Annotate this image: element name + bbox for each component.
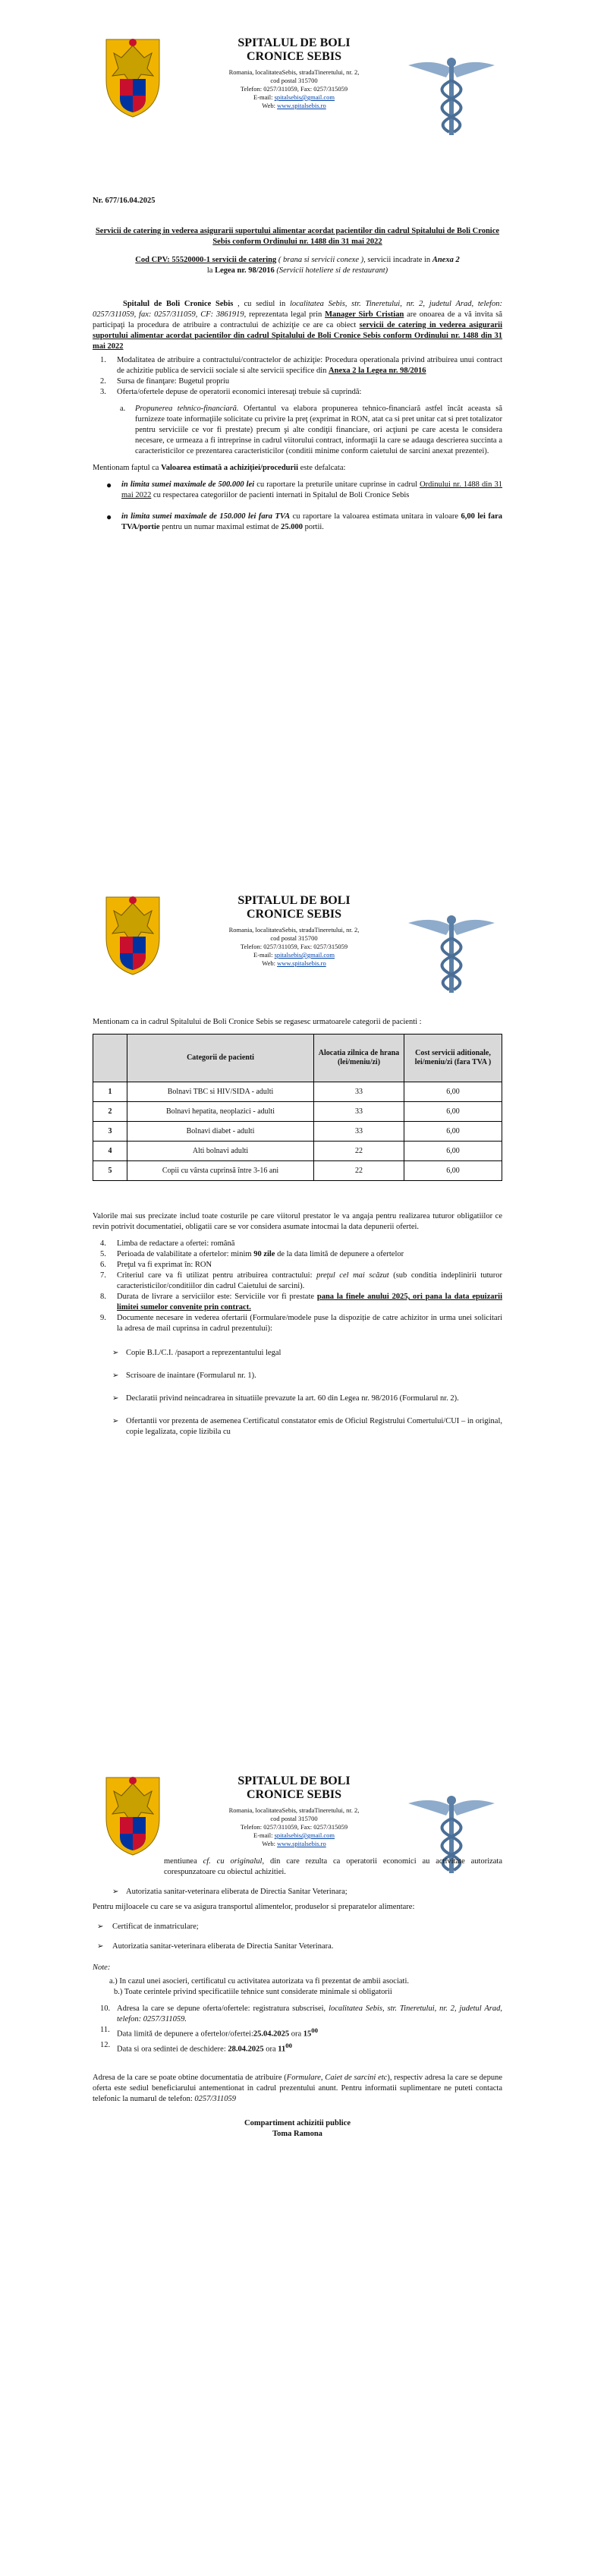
list-item-8: 8. Durata de livrare a serviciilor este: Serviciile vor fi prestate pana la finele anului 2025, ori pana la data epuizarii limitei sumelor convenite prin contract. (100, 1293, 502, 1312)
signer-name: Toma Ramona (272, 2130, 322, 2138)
item11-date: 25.04.2025 (253, 2030, 290, 2039)
table-row (93, 1142, 502, 1161)
list-item-3: 3. Oferta/ofertele depuse de operatorii economici interesaţi trebuie să cuprindă: (100, 388, 362, 396)
cont-c: , din care rezulta ca operatorii economici au activitate autorizata corespunzatoare cu obiectul achizitiei. (164, 1857, 503, 1876)
sub-a-text: Ofertantul va elabora propunerea tehnico-financiară astfel încât aceasta să furnizeze toate informaţiile solicitate cu privire la preţ (exprimat in RON, atat ca si pret unitar cat si pret totalizator pentru serviciile ce vor fi prestate) precum şi alte condiţii financiare, ori acţiuni pe care acesta le considera necesare, ce urmeaza a fi intreprinse in cadrul viitorului contract, informaţii la care se adauga descrierea succinta a caracteristicilor ce prezentarea caracteristicilor (conditii minime conform caietului de sarcini anexat prezentei). (135, 405, 502, 455)
item7-a: Criteriul care va fi utilizat pentru atribuirea contractului: (117, 1271, 317, 1280)
bullet2-count: 25.000 (281, 523, 303, 531)
hospital-info (224, 894, 364, 968)
table-cell: 33 (314, 1102, 404, 1122)
table-cell: 6,00 (404, 1161, 502, 1181)
doc3-text: Declaratii privind neincadrarea in situatiile prevazute la art. 60 din Legea nr. 98/2016 (Formularul nr. 2). (126, 1394, 459, 1403)
table-cell: 6,00 (404, 1082, 502, 1102)
item8-b: pana la finele anului 2025, ori pana la data epuizarii limitei sumelor convenite prin contract. (117, 1293, 502, 1312)
bullet1-b: cu raportare la preturile unitare cuprinse in cadrul (254, 480, 420, 489)
page-2 (0, 858, 607, 1715)
item3-text: Oferta/ofertele depuse de operatorii economici interesaţi trebuie să cuprindă: (117, 388, 362, 396)
sub-a-title: Propunerea tehnico-financiară. (135, 405, 239, 413)
bullet2-price: 6,00 lei fara TVA/portie (121, 512, 502, 531)
table-cell: 22 (314, 1142, 404, 1161)
table-cell: 1 (93, 1082, 127, 1102)
cont-b: cf. cu originalul (203, 1857, 263, 1866)
table-cell: 22 (314, 1161, 404, 1181)
cont-a: mentiunea (164, 1857, 203, 1866)
closing-a: Adresa de la care se poate obtine documentatia de atribuire ( (93, 2074, 287, 2082)
item9-text: Documente necesare in vederea ofertarii (Formulare/modele puse la dispoziție de catre achizitor in urma unei solicitari la adresa de mail cuprinsa in cadrul prezentului): (117, 1314, 502, 1333)
item12-c: ora (263, 2045, 278, 2053)
table-header-cell: Cost servicii aditionale, lei/meniu/zi (fara TVA ) (404, 1034, 502, 1082)
item7-b: preţul cel mai scăzut (316, 1271, 389, 1280)
item10-b: localitatea Sebis, str. Tineretului, nr. 2, judetul Arad, telefon: 0257/311059. (117, 2004, 503, 2023)
doc-item-2: ➢ Scrisoare de inaintare (Formularul nr. 1). (112, 1371, 256, 1380)
cpv-rest: servicii incadrate in (365, 256, 432, 264)
table-cell: Copii cu vârsta cuprinsă între 3-16 ani (127, 1161, 314, 1181)
page-header (0, 858, 607, 979)
web-link[interactable]: www.spitalsebis.ro (277, 102, 326, 109)
page1-body (93, 196, 502, 533)
doc-item-3: ➢ Declaratii privind neincadrarea in situatiile prevazute la art. 60 din Legea nr. 98/2016 (Formularul nr. 2). (112, 1394, 459, 1403)
doc-item-4: ➢ Ofertantii vor prezenta de asemenea Certificatul constatator emis de Oficiul Registrului Comertului/CUI – in original, copie legalizata, copie lizibila cu (112, 1417, 502, 1436)
closing-c: ), respectiv adresa la care se depune oferta este sediul beneficiarului antementionat in cadrul prezentului anunt. Pentru informatii suplimentare ne puteti contacta telefonic la numarul de telefon: (93, 2074, 502, 2103)
web-label: Web: (262, 959, 275, 967)
bullet2-limit: in limita sumei maximale de 150.000 lei fara TVA (121, 512, 291, 521)
item1-law: Anexa 2 la Legea nr. 98/2016 (329, 367, 426, 375)
cpv-code: Cod CPV: 55520000-1 servicii de catering (135, 256, 277, 264)
list-item-5: 5. Perioada de valabilitate a ofertelor: minim 90 zile de la data limită de depunere a ofertelor (100, 1250, 404, 1258)
item11-minutes: 00 (311, 2026, 319, 2034)
item1-text: Modalitatea de atribuire a contractului/contractelor de achiziţie: Procedura operationala privind atribuirea unui contract de achizitie publica de servicii sociale si alte servicii specifice din (117, 356, 502, 375)
hospital-name: SPITALUL DE BOLI CRONICE SEBIS (237, 894, 351, 921)
email-label: E-mail: (253, 951, 273, 959)
cpv-line2-a: la (206, 266, 215, 275)
bullet1-limit: in limita sumei maximale de 500.000 lei (121, 480, 255, 489)
list-item-12: 12. Data si ora sedintei de deschidere: 28.04.2025 ora $11^{00}$ (100, 2040, 292, 2053)
table-cell: 4 (93, 1142, 127, 1161)
doc2-text: Scrisoare de inaintare (Formularul nr. 1). (126, 1371, 256, 1380)
hospital-phone: Telefon: 0257/311059, Fax: 0257/315059 (240, 85, 348, 93)
transport-item-1: ➢ Certificat de inmatriculare; (97, 1923, 199, 1931)
doc-item-1: ➢ Copie B.I./C.I. /pasaport a reprezentantului legal (112, 1349, 281, 1357)
web-link[interactable]: www.spitalsebis.ro (277, 959, 326, 967)
hospital-phone: Telefon: 0257/311059, Fax: 0257/315059 (240, 943, 348, 950)
transport-item-2: ➢ Autorizatia sanitar-veterinara eliberata de Directia Sanitar Veterinara. (97, 1942, 334, 1951)
bullet2-b: cu raportare la valoarea estimata unitara in valoare (290, 512, 461, 521)
sub-item-a: a. Propunerea tehnico-financiară. Ofertantul va elabora propunerea tehnico-financiară astfel încât aceasta să furnizeze toate informaţiile solicitate cu privire la preţ (exprimat in RON, atat ca si pret unitar cat si pret totalizator pentru serviciile ce vor fi prestate) precum şi alte condiţii financiare, ori acţiuni pe care acesta le considera necesare, ce urmeaza a fi intreprinse in cadrul viitorului contract, informaţii la care se adauga descrierea succinta a caracteristicilor ce prezentarea caracteristicilor (conditii minime conform caietului de sarcini anexat prezentei). (120, 405, 502, 455)
web-label: Web: (262, 1840, 275, 1847)
item8-a: Durata de livrare a serviciilor este: Serviciile vor fi prestate (117, 1293, 317, 1301)
doc4-continuation (93, 1856, 502, 1878)
item4-text: Limba de redactare a ofertei: română (117, 1239, 235, 1248)
bullet1-d: cu respectarea categoriilor de pacienti internati in Spitalul de Boli Cronice Sebis (151, 491, 410, 499)
closing-phone: 0257/311059 (194, 2095, 237, 2103)
page-3 (0, 1738, 607, 2576)
cpv-annex: Anexa 2 (432, 256, 460, 264)
item6-text: Preţul va fi exprimat în: RON (117, 1261, 212, 1269)
table-row (93, 1082, 502, 1102)
caduceus-icon (402, 55, 501, 138)
page2-body (93, 1017, 502, 1438)
intro-object: servicii de catering in vederea asigurarii suportului alimentar acordat pacientilor din cadrul Spitalului de Boli Cronice Sebis conform Ordinului nr. 1488 din 31 mai 2022 (93, 321, 503, 351)
page-header (0, 1738, 607, 1860)
web-label: Web: (262, 102, 275, 109)
caduceus-icon (402, 912, 501, 996)
closing-paragraph (93, 2073, 502, 2105)
list-item-4: 4. Limba de redactare a ofertei: română (100, 1239, 235, 1248)
list-item-11: 11. Data limită de depunere a ofertelor/ofertei:25.04.2025 ora $15^{00}$ (100, 2026, 319, 2039)
cpv-line2-b: (Servicii hoteliere si de restaurant) (274, 266, 388, 275)
intro-d: reprezentata legal prin (246, 310, 326, 319)
doc4-text: Ofertantii vor prezenta de asemenea Certificatul constatator emis de Oficiul Registrului Comertului/CUI – in original, copie legalizata, copie lizibila cu (126, 1417, 502, 1436)
reference-number: Nr. 677/16.04.2025 (93, 197, 156, 205)
item11-c: ora (289, 2030, 304, 2039)
item12-a: Data si ora sedintei de deschidere: (117, 2045, 228, 2053)
bullet-1: ● in limita sumei maximale de 500.000 lei cu raportare la preturile unitare cuprinse in cadrul Ordinului nr. 1488 din 31 mai 2022 cu respectarea categoriilor de pacienti internati in Spitalul de Boli Cronice Sebis (106, 480, 503, 499)
table-cell: Bolnavi TBC si HIV/SIDA - adulti (127, 1082, 314, 1102)
cpv-law: Legea nr. 98/2016 (215, 266, 275, 275)
page-header (0, 0, 607, 121)
list-item-10: 10. Adresa la care se depune oferta/ofertele: registratura subscrisei, localitatea Sebis, str. Tineretului, nr. 2, judetul Arad, telefon: 0257/311059. (100, 2004, 503, 2023)
item12-minutes: 00 (285, 2041, 292, 2049)
patient-categories-table (93, 1034, 502, 1181)
table-row (93, 1102, 502, 1122)
list-item-2: 2. Sursa de finanţare: Bugetul propriu (100, 377, 230, 386)
document-title: Servicii de catering in vederea asigurarii suportului alimentar acordat pacientilor din cadrul Spitalului de Boli Cronice Sebis conform Ordinului nr. 1488 din 31 mai 2022 (95, 227, 500, 246)
coat-of-arms-icon (99, 35, 167, 120)
bullet-2: ● in limita sumei maximale de 150.000 lei fara TVA cu raportare la valoarea estimata unitara in valoare 6,00 lei fara TVA/portie pentru un numar maximal estimat de 25.000 portii. (106, 512, 502, 531)
intro-address: localitatea Sebis, str. Tineretului, nr. 2, judetul Arad, telefon: 0257/311059, fax: 0257/311059, CF: 3861919, (93, 300, 502, 319)
intro-b: , cu sediul in (233, 300, 290, 308)
table-cell: 33 (314, 1122, 404, 1142)
coat-of-arms-icon (99, 893, 167, 978)
closing-b: Formulare, Caiet de sarcini etc (286, 2074, 388, 2082)
list-item-6: 6. Preţul va fi exprimat în: RON (100, 1261, 212, 1269)
table-cell: 5 (93, 1161, 127, 1181)
value-c: este defalcata: (298, 464, 346, 472)
item5-a: Perioada de valabilitate a ofertelor: minim (117, 1250, 254, 1258)
item10-a: Adresa la care se depune oferta/ofertele: registratura subscrisei, (117, 2004, 329, 2013)
hospital-name: SPITALUL DE BOLI CRONICE SEBIS (237, 36, 351, 63)
bullet2-d: pentru un numar maximal estimat de (159, 523, 281, 531)
table-row (93, 1161, 502, 1181)
cpv-italic: ( brana si servicii conexe ), (276, 256, 366, 264)
intro-paragraph (93, 299, 502, 352)
table-header-cell: Categorii de pacienti (127, 1034, 314, 1082)
list-item-1: 1. Modalitatea de atribuire a contractului/contractelor de achiziţie: Procedura operationala privind atribuirea unui contract de achizitie publica de servicii sociale si alte servicii specifice din Anexa 2 la Legea nr. 98/2016 (100, 356, 502, 375)
table-cell: 6,00 (404, 1102, 502, 1122)
email-link[interactable]: spitalsebis@gmail.com (274, 93, 335, 101)
department-name: Compartiment achizitii publice (244, 2119, 351, 2127)
table-header-cell (93, 1034, 127, 1082)
hospital-phone: Telefon: 0257/311059, Fax: 0257/315059 (240, 1823, 348, 1831)
item12-date: 28.04.2025 (228, 2045, 264, 2053)
email-link[interactable]: spitalsebis@gmail.com (274, 951, 335, 959)
value-paragraph (93, 463, 502, 474)
page-1 (0, 0, 607, 835)
email-label: E-mail: (253, 93, 273, 101)
table-intro: Mentionam ca in cadrul Spitalului de Boli Cronice Sebis se regasesc urmatoarele categorii de pacienti : (93, 1018, 422, 1026)
table-row (93, 1122, 502, 1142)
table-cell: Bolnavi hepatita, neoplazici - adulti (127, 1102, 314, 1122)
hospital-address: Romania, localitateaSebis, stradaTineretului, nr. 2, cod postal 315700 (228, 926, 360, 942)
value-b: Valoarea estimată a achiziţiei/procedurii (161, 464, 299, 472)
table-cell: Bolnavi diabet - adulti (127, 1122, 314, 1142)
note-a: a.) In cazul unei asocieri, certificatul cu activitatea autorizata va fi prezentat de ambii asociati. (109, 1977, 410, 1986)
doc1-text: Copie B.I./C.I. /pasaport a reprezentantului legal (126, 1349, 281, 1357)
item12-hour: 11 (278, 2045, 286, 2053)
tr1-text: Certificat de inmatriculare; (112, 1923, 199, 1931)
email-link[interactable]: spitalsebis@gmail.com (274, 1831, 335, 1839)
table-cell: 33 (314, 1082, 404, 1102)
email-label: E-mail: (253, 1831, 273, 1839)
cpv-line (93, 255, 502, 276)
web-link[interactable]: www.spitalsebis.ro (277, 1840, 326, 1847)
table-cell: 3 (93, 1122, 127, 1142)
intro-f: are onoarea de a vă invita să participaţi la procedura de atribuire a contractului de achiziţie ce are ca obiect (93, 310, 503, 329)
list-item-9: 9. Documente necesare in vederea ofertarii (Formulare/modele puse la dispoziție de catre achizitor in urma unei solicitari la adresa de mail cuprinsa in cadrul prezentului): (100, 1314, 502, 1333)
note-b: b.) Toate cerintele privind specificatiile tehnice sunt considerate minimale si obligatorii (114, 1988, 392, 1996)
transport-paragraph: Pentru mijloacele cu care se va asigura transportul alimentelor, produselor si preparatelor alimentare: (93, 1903, 415, 1911)
bullet2-f: portii. (302, 523, 324, 531)
values-note: Valorile mai sus precizate includ toate costurile pe care viitorul prestator le va angaja pentru realizarea tuturor obligatiilor ce revin potrivit documentatiei, obligatii care se vor considera asumate intocmai la data depunerii ofertei. (93, 1212, 502, 1231)
hospital-name: SPITALUL DE BOLI CRONICE SEBIS (237, 1775, 351, 1801)
doc-item-5: ➢ Autorizatia sanitar-veterinara eliberata de Directia Sanitar Veterinara; (112, 1888, 348, 1896)
bullet1-order: Ordinului nr. 1488 din 31 mai 2022 (121, 480, 503, 499)
hospital-info (224, 36, 364, 110)
table-header-row (93, 1034, 502, 1082)
list-item-7: 7. Criteriul care va fi utilizat pentru atribuirea contractului: preţul cel mai scăzut (sub conditia indeplinirii tuturor caracteristicilor/conditiilor din cadrul Caietului de sarcini). (100, 1271, 502, 1290)
hospital-address: Romania, localitateaSebis, stradaTineretului, nr. 2, cod postal 315700 (228, 68, 360, 84)
item11-hour: 15 (303, 2030, 312, 2039)
coat-of-arms-icon (99, 1773, 167, 1858)
page3-body (93, 1856, 502, 2140)
item5-b: 90 zile (253, 1250, 275, 1258)
table-header-cell: Alocatia zilnica de hrana (lei/meniu/zi) (314, 1034, 404, 1082)
intro-hospital: Spitalul de Boli Cronice Sebis (123, 300, 234, 308)
note-label: Note: (93, 1963, 111, 1972)
item7-c: (sub conditia indeplinirii tuturor caracteristicilor/conditiilor din cadrul Caietului de sarcini). (117, 1271, 502, 1290)
table-cell: Alti bolnavi adulti (127, 1142, 314, 1161)
item5-c: de la data limită de depunere a ofertelor (275, 1250, 404, 1258)
hospital-info (224, 1775, 364, 1848)
item2-text: Sursa de finanţare: Bugetul propriu (117, 377, 230, 386)
value-a: Mentionam faptul ca (93, 464, 162, 472)
intro-manager: Manager Sirb Cristian (325, 310, 404, 319)
table-cell: 6,00 (404, 1122, 502, 1142)
table-cell: 6,00 (404, 1142, 502, 1161)
table-cell: 2 (93, 1102, 127, 1122)
hospital-address: Romania, localitateaSebis, stradaTineretului, nr. 2, cod postal 315700 (228, 1806, 360, 1822)
tr2-text: Autorizatia sanitar-veterinara eliberata de Directia Sanitar Veterinara. (112, 1942, 334, 1951)
item11-a: Data limită de depunere a ofertelor/ofertei: (117, 2030, 253, 2039)
doc5-text: Autorizatia sanitar-veterinara eliberata de Directia Sanitar Veterinara; (126, 1888, 348, 1896)
